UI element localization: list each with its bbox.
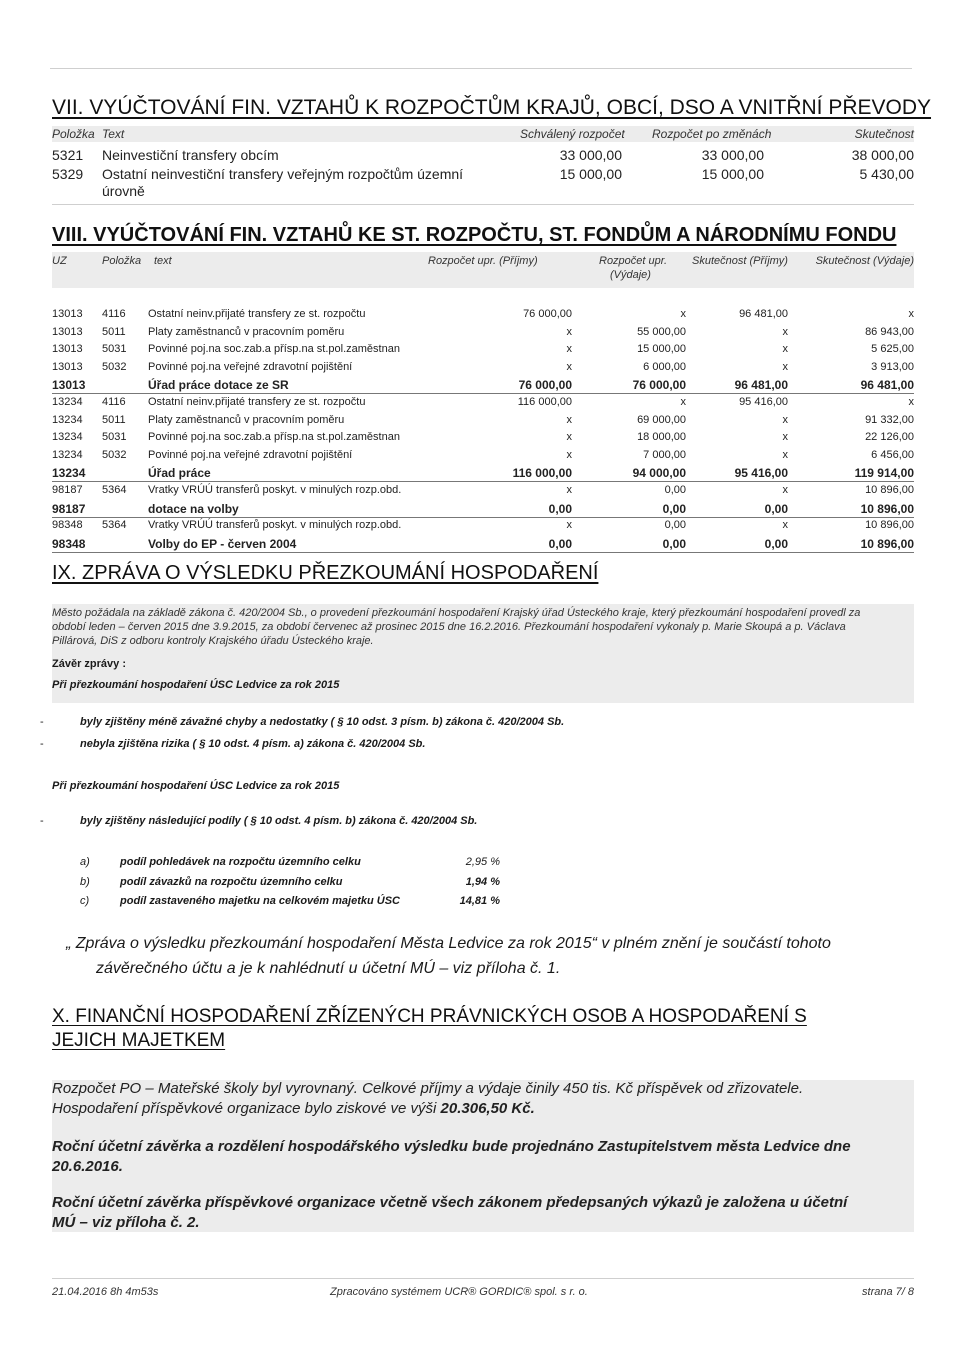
cell-polozka: 5011	[102, 413, 126, 426]
share-letter: b)	[80, 876, 90, 888]
row-schvaleny: 33 000,00	[559, 147, 622, 163]
cell-rozpocet-prijmy: x	[566, 519, 572, 532]
cell-polozka: 5031	[102, 431, 127, 444]
table-subtotal-row	[52, 464, 914, 482]
cell-rozpocet-vydaje: 69 000,00	[637, 413, 686, 426]
cell-rozpocet-vydaje: 0,00	[664, 484, 686, 496]
section-vii-table-header	[52, 126, 914, 142]
cell-rozpocet-prijmy: 76 000,00	[523, 308, 572, 320]
cell-uz: 98187	[52, 501, 86, 516]
cell-skutecnost-vydaje: 119 914,00	[854, 466, 914, 481]
po-result-text: Hospodaření příspěvkové organizace bylo ziskové ve výši	[52, 1100, 441, 1117]
cell-rozpocet-vydaje: 0,00	[664, 519, 686, 532]
cell-rozpocet-vydaje: 18 000,00	[637, 431, 686, 444]
col-polozka: Položka	[102, 255, 142, 267]
cell-skutecnost-vydaje: 3 913,00	[871, 360, 914, 373]
cell-skutecnost-prijmy: 96 481,00	[734, 378, 788, 393]
cell-text: Povinné poj.na soc.zab.a přísp.na st.pol.zaměstnan	[148, 343, 400, 356]
cell-uz: 13234	[52, 396, 83, 408]
table-row	[52, 341, 914, 358]
cell-rozpocet-vydaje: x	[680, 396, 686, 408]
table-subtotal-row	[52, 500, 914, 518]
share-value: 1,94 %	[465, 876, 500, 888]
divider	[52, 204, 914, 205]
table-subtotal-row	[52, 376, 914, 394]
cell-skutecnost-prijmy: 0,00	[764, 536, 788, 551]
cell-uz: 13234	[52, 466, 86, 481]
col-skutecnost-vydaje: Skutečnost (Výdaje)	[815, 255, 914, 267]
row-skutecnost: 38 000,00	[851, 147, 914, 163]
cell-skutecnost-prijmy: x	[782, 448, 788, 461]
cell-rozpocet-vydaje: 94 000,00	[632, 466, 686, 481]
table-row	[52, 324, 914, 341]
cell-skutecnost-vydaje: 5 625,00	[871, 343, 914, 356]
cell-rozpocet-vydaje: 55 000,00	[637, 325, 686, 338]
cell-rozpocet-vydaje: 0,00	[662, 501, 686, 516]
cell-rozpocet-prijmy: 0,00	[548, 536, 572, 551]
po-budget-line-1: Rozpočet PO – Mateřské školy byl vyrovnaný. Celkové příjmy a výdaje činily 450 tis. Kč příspěvek od zřizovatele.	[52, 1080, 804, 1097]
cell-skutecnost-prijmy: x	[782, 360, 788, 373]
po-result-value: 20.306,50 Kč.	[440, 1100, 535, 1117]
cell-polozka: 4116	[102, 308, 126, 320]
section-viii-table-header	[52, 252, 914, 288]
quote-line-1: „ Zpráva o výsledku přezkoumání hospodaření Města Ledvice za rok 2015“ v plném znění je součástí tohoto	[66, 935, 831, 952]
cell-rozpocet-vydaje: 7 000,00	[643, 448, 686, 461]
cell-skutecnost-vydaje: 10 896,00	[865, 484, 914, 496]
cell-text: Úřad práce	[148, 466, 211, 481]
table-row	[52, 482, 914, 499]
row-polozka: 5329	[52, 166, 84, 182]
share-letter: c)	[80, 895, 90, 907]
cell-text: Vratky VRÚÚ transferů poskyt. v minulých rozp.obd.	[148, 519, 402, 532]
col-uz: UZ	[52, 255, 67, 267]
zaver-label: Závěr zprávy :	[52, 658, 126, 670]
cell-polozka: 5011	[102, 325, 126, 338]
conclusion-block	[52, 648, 914, 703]
table-row	[52, 359, 914, 376]
cell-text: Úřad práce dotace ze SR	[148, 378, 289, 393]
footer-rule	[52, 1278, 914, 1279]
cell-skutecnost-prijmy: x	[782, 519, 788, 532]
cell-skutecnost-vydaje: 96 481,00	[860, 378, 914, 393]
intro-line: Pillárová, DiS z odboru kontroly Krajského úřadu Ústeckého kraje.	[52, 635, 374, 647]
table-row	[52, 517, 914, 534]
section-x-body	[52, 1080, 914, 1232]
cell-rozpocet-prijmy: x	[566, 431, 572, 444]
cell-uz: 98348	[52, 536, 86, 551]
heading-1: Při přezkoumání hospodaření ÚSC Ledvice za rok 2015	[52, 679, 340, 691]
section-viii-title: VIII. VYÚČTOVÁNÍ FIN. VZTAHŮ KE ST. ROZPOČTU, ST. FONDŮM A NÁRODNÍMU FONDU	[52, 224, 897, 246]
row-po-zmenach: 33 000,00	[701, 147, 764, 163]
cell-uz: 13013	[52, 378, 86, 393]
finding-2: nebyla zjištěna rizika ( § 10 odst. 4 písm. a) zákona č. 420/2004 Sb.	[80, 738, 426, 750]
cell-text: Povinné poj.na veřejné zdravotní pojištění	[148, 448, 353, 461]
table-row	[52, 412, 914, 429]
cell-rozpocet-vydaje: 0,00	[662, 536, 686, 551]
cell-rozpocet-prijmy: x	[566, 448, 572, 461]
cell-text: Vratky VRÚÚ transferů poskyt. v minulých rozp.obd.	[148, 484, 402, 496]
footer-system: Zpracováno systémem UCR® GORDIC® spol. s r. o.	[330, 1286, 588, 1298]
cell-uz: 13013	[52, 343, 83, 356]
cell-skutecnost-prijmy: 96 481,00	[739, 308, 788, 320]
col-skutecnost-prijmy: Skutečnost (Příjmy)	[692, 255, 788, 267]
col-po-zmenach: Rozpočet po změnách	[652, 127, 772, 141]
cell-uz: 13234	[52, 413, 83, 426]
share-label: podíl závazků na rozpočtu územního celku	[120, 876, 343, 888]
annual-closing-line-1: Roční účetní závěrka a rozdělení hospodářského výsledku bude projednáno Zastupitelstvem města Ledvice dne	[52, 1138, 851, 1155]
table-row	[52, 166, 914, 202]
col-text: text	[154, 255, 172, 267]
cell-uz: 98348	[52, 519, 83, 532]
section-x-title: X. FINANČNÍ HOSPODAŘENÍ ZŘÍZENÝCH PRÁVNICKÝCH OSOB A HOSPODAŘENÍ S	[52, 1006, 807, 1027]
cell-text: Povinné poj.na veřejné zdravotní pojištění	[148, 360, 353, 373]
cell-text: Ostatní neinv.přijaté transfery ze st. rozpočtu	[148, 396, 366, 408]
cell-polozka: 4116	[102, 396, 126, 408]
cell-skutecnost-prijmy: x	[782, 413, 788, 426]
footer-page: strana 7/ 8	[862, 1286, 914, 1298]
cell-uz: 13013	[52, 325, 83, 338]
table-row	[52, 394, 914, 411]
finding-1: byly zjištěny méně závažné chyby a nedostatky ( § 10 odst. 3 písm. b) zákona č. 420/2004 Sb.	[80, 716, 565, 728]
cell-uz: 13013	[52, 308, 83, 320]
table-row	[52, 447, 914, 464]
share-value: 14,81 %	[459, 895, 500, 907]
cell-text: Povinné poj.na soc.zab.a přísp.na st.pol.zaměstnan	[148, 431, 400, 444]
cell-skutecnost-prijmy: 0,00	[764, 501, 788, 516]
cell-polozka: 5032	[102, 448, 127, 461]
row-text-continued: úrovně	[102, 183, 145, 199]
table-subtotal-row	[52, 535, 914, 553]
cell-skutecnost-vydaje: 10 896,00	[860, 536, 914, 551]
cell-text: Ostatní neinv.přijaté transfery ze st. rozpočtu	[148, 308, 366, 320]
cell-skutecnost-prijmy: 95 416,00	[739, 396, 788, 408]
cell-skutecnost-prijmy: x	[782, 325, 788, 338]
cell-skutecnost-vydaje: x	[908, 396, 914, 408]
annual-closing-po-line-2: MÚ – viz příloha č. 2.	[52, 1214, 200, 1231]
col-rozpocet-vydaje-2: (Výdaje)	[610, 269, 651, 281]
cell-skutecnost-prijmy: x	[782, 484, 788, 496]
table-row	[52, 306, 914, 323]
cell-uz: 98187	[52, 484, 83, 496]
dash: -	[40, 738, 44, 750]
cell-skutecnost-vydaje: 10 896,00	[865, 519, 914, 532]
finding-3: byly zjištěny následující podíly ( § 10 odst. 4 písm. b) zákona č. 420/2004 Sb.	[80, 815, 478, 827]
cell-polozka: 5364	[102, 484, 127, 496]
col-rozpocet-vydaje: Rozpočet upr.	[599, 255, 668, 267]
col-text: Text	[102, 127, 125, 141]
cell-text: dotace na volby	[148, 501, 239, 516]
cell-text: Platy zaměstnanců v pracovním poměru	[148, 413, 345, 426]
row-schvaleny: 15 000,00	[559, 166, 622, 182]
cell-text: Volby do EP - červen 2004	[148, 536, 297, 551]
cell-uz: 13234	[52, 431, 83, 444]
cell-uz: 13013	[52, 360, 83, 373]
cell-uz: 13234	[52, 448, 83, 461]
intro-line: období leden – červen 2015 dne 3.9.2015, za období červenec až prosinec 2015 dne 16.2.2016. Přezkoumání hospodaření vykonaly p. Marie Skoupá a p. Václava	[52, 621, 846, 633]
row-skutecnost: 5 430,00	[859, 166, 914, 182]
row-polozka: 5321	[52, 147, 84, 163]
cell-skutecnost-prijmy: 95 416,00	[734, 466, 788, 481]
cell-skutecnost-vydaje: 6 456,00	[871, 448, 914, 461]
cell-skutecnost-vydaje: 22 126,00	[865, 431, 914, 444]
cell-rozpocet-prijmy: 116 000,00	[512, 466, 572, 481]
footer-timestamp: 21.04.2016 8h 4m53s	[52, 1286, 159, 1298]
col-skutecnost: Skutečnost	[854, 127, 914, 141]
share-label: podíl zastaveného majetku na celkovém majetku ÚSC	[120, 895, 400, 907]
col-rozpocet-prijmy: Rozpočet upr. (Příjmy)	[428, 255, 538, 267]
cell-rozpocet-vydaje: 76 000,00	[632, 378, 686, 393]
table-row	[52, 429, 914, 446]
dash: -	[40, 716, 44, 728]
cell-polozka: 5031	[102, 343, 127, 356]
cell-rozpocet-prijmy: 116 000,00	[517, 396, 572, 408]
cell-rozpocet-prijmy: x	[566, 360, 572, 373]
cell-rozpocet-prijmy: x	[566, 484, 572, 496]
cell-skutecnost-prijmy: x	[782, 431, 788, 444]
cell-rozpocet-prijmy: 76 000,00	[518, 378, 572, 393]
annual-closing-po-line-1: Roční účetní závěrka příspěvkové organizace včetně všech zákonem předepsaných výkazů je založena u účetní	[52, 1194, 848, 1211]
po-budget-line-2	[52, 1100, 535, 1117]
quote-line-2: závěrečného účtu a je k nahlédnutí u účetní MÚ – viz příloha č. 1.	[96, 960, 561, 977]
cell-rozpocet-prijmy: x	[566, 413, 572, 426]
cell-rozpocet-prijmy: x	[566, 343, 572, 356]
cell-skutecnost-vydaje: x	[908, 308, 914, 320]
col-polozka: Položka	[52, 127, 95, 141]
heading-2: Při přezkoumání hospodaření ÚSC Ledvice za rok 2015	[52, 780, 340, 792]
section-vii-title: VII. VYÚČTOVÁNÍ FIN. VZTAHŮ K ROZPOČTŮM KRAJŮ, OBCÍ, DSO A VNITŘNÍ PŘEVODY	[52, 96, 932, 119]
row-text: Ostatní neinvestiční transfery veřejným rozpočtům územní	[102, 166, 464, 182]
cell-polozka: 5032	[102, 360, 127, 373]
col-schvaleny: Schválený rozpočet	[520, 127, 625, 141]
cell-polozka: 5364	[102, 519, 127, 532]
cell-skutecnost-vydaje: 91 332,00	[865, 413, 914, 426]
row-po-zmenach: 15 000,00	[701, 166, 764, 182]
cell-rozpocet-prijmy: x	[566, 325, 572, 338]
share-label: podíl pohledávek na rozpočtu územního celku	[120, 856, 361, 868]
share-value: 2,95 %	[465, 856, 500, 868]
cell-rozpocet-vydaje: 6 000,00	[643, 360, 686, 373]
annual-closing-line-2: 20.6.2016.	[52, 1158, 123, 1175]
share-letter: a)	[80, 856, 90, 868]
cell-rozpocet-vydaje: x	[680, 308, 686, 320]
cell-skutecnost-vydaje: 10 896,00	[860, 501, 914, 516]
cell-rozpocet-vydaje: 15 000,00	[637, 343, 686, 356]
section-x-title-2: JEJICH MAJETKEM	[52, 1030, 226, 1051]
dash: -	[40, 815, 44, 827]
section-ix-title: IX. ZPRÁVA O VÝSLEDKU PŘEZKOUMÁNÍ HOSPODAŘENÍ	[52, 562, 599, 584]
cell-rozpocet-prijmy: 0,00	[548, 501, 572, 516]
cell-skutecnost-vydaje: 86 943,00	[865, 325, 914, 338]
table-row	[52, 147, 914, 165]
cell-text: Platy zaměstnanců v pracovním poměru	[148, 325, 345, 338]
top-rule	[50, 68, 912, 69]
cell-skutecnost-prijmy: x	[782, 343, 788, 356]
row-text: Neinvestiční transfery obcím	[102, 147, 279, 163]
intro-paragraph	[52, 604, 914, 648]
intro-line: Město požádala na základě zákona č. 420/2004 Sb., o provedení přezkoumání hospodaření Krajský úřad Ústeckého kraje, který přezkoumání hospodaření provedl za	[52, 607, 861, 619]
